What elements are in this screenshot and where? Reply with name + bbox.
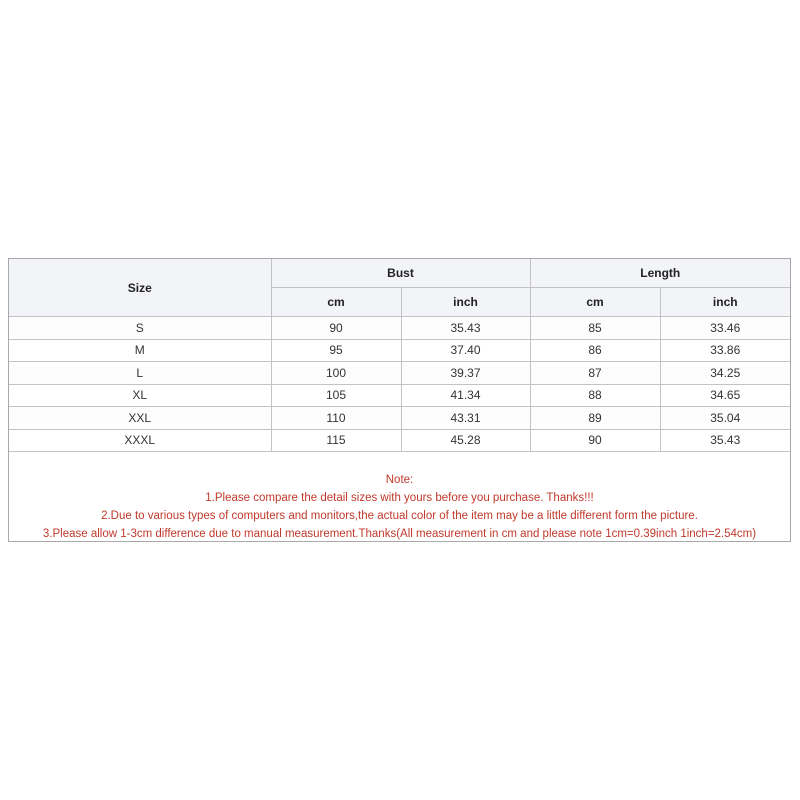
bust-inch-header: inch — [401, 288, 530, 317]
length-cm-cell: 89 — [530, 407, 660, 430]
table-row — [9, 362, 790, 385]
table-row — [9, 407, 790, 430]
bust-inch-cell: 43.31 — [401, 407, 530, 430]
size-column-header: Size — [9, 259, 271, 317]
notes-section — [9, 471, 790, 543]
length-group-header: Length — [530, 259, 790, 288]
bust-inch-cell: 37.40 — [401, 339, 530, 362]
note-line-2: 2.Due to various types of computers and monitors,the actual color of the item may be a little different form the picture. — [101, 510, 698, 522]
length-cm-cell: 86 — [530, 339, 660, 362]
length-cm-cell: 85 — [530, 317, 660, 340]
size-cell: XXXL — [9, 429, 271, 452]
bust-inch-cell: 39.37 — [401, 362, 530, 385]
bust-group-header: Bust — [271, 259, 530, 288]
size-chart — [8, 258, 791, 542]
length-inch-cell: 34.65 — [660, 384, 790, 407]
size-cell: S — [9, 317, 271, 340]
note-line-3: 3.Please allow 1-3cm difference due to manual measurement.Thanks(All measurement in cm and please note 1cm=0.39inch 1inch=2.54cm) — [42, 528, 757, 540]
length-cm-cell: 90 — [530, 429, 660, 452]
table-row — [9, 384, 790, 407]
bust-cm-cell: 105 — [271, 384, 401, 407]
length-cm-cell: 87 — [530, 362, 660, 385]
bust-inch-cell: 45.28 — [401, 429, 530, 452]
table-row — [9, 339, 790, 362]
size-cell: M — [9, 339, 271, 362]
table-row — [9, 317, 790, 340]
bust-cm-cell: 110 — [271, 407, 401, 430]
size-table — [9, 259, 790, 452]
length-inch-cell: 34.25 — [660, 362, 790, 385]
bust-cm-cell: 95 — [271, 339, 401, 362]
size-cell: XXL — [9, 407, 271, 430]
table-body — [9, 317, 790, 452]
bust-cm-cell: 90 — [271, 317, 401, 340]
bust-cm-cell: 100 — [271, 362, 401, 385]
notes-title: Note: — [385, 474, 414, 486]
length-inch-cell: 33.86 — [660, 339, 790, 362]
size-cell: L — [9, 362, 271, 385]
bust-cm-cell: 115 — [271, 429, 401, 452]
length-inch-cell: 35.43 — [660, 429, 790, 452]
table-row — [9, 429, 790, 452]
length-cm-header: cm — [530, 288, 660, 317]
length-inch-cell: 33.46 — [660, 317, 790, 340]
size-cell: XL — [9, 384, 271, 407]
bust-cm-header: cm — [271, 288, 401, 317]
length-cm-cell: 88 — [530, 384, 660, 407]
length-inch-header: inch — [660, 288, 790, 317]
bust-inch-cell: 41.34 — [401, 384, 530, 407]
length-inch-cell: 35.04 — [660, 407, 790, 430]
bust-inch-cell: 35.43 — [401, 317, 530, 340]
note-line-1: 1.Please compare the detail sizes with yours before you purchase. Thanks!!! — [205, 492, 594, 504]
table-header-row — [9, 259, 790, 288]
